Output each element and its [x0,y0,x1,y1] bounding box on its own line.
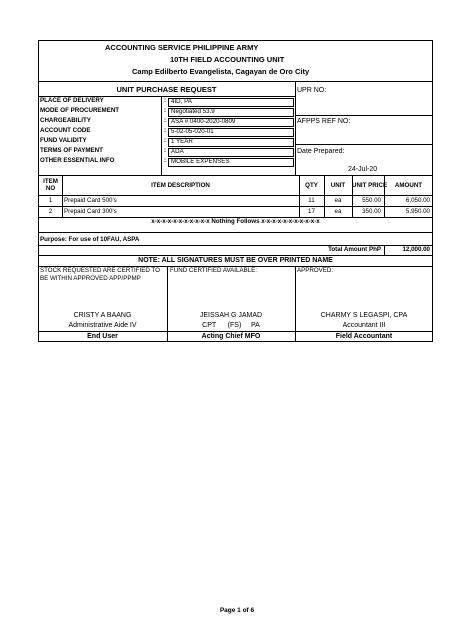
field-label-charge: CHARGEABILITY [40,117,91,124]
colon: : [164,97,167,104]
table-row-no: 1 [48,197,53,204]
form-title: UNIT PURCHASE REQUEST [116,85,217,94]
table-row-qty: 17 [308,208,315,215]
col-item-no: ITEM NO [43,178,58,192]
afpps-label: AFPPS REF NO: [297,118,351,125]
field-label-fund: FUND VALIDITY [40,137,87,144]
field-value-account: 5-02-05-020-01 [171,128,214,135]
col-amount: AMOUNT [394,182,423,189]
role-end-user: End User [87,333,118,340]
signatory-name: CHARMY S LEGASPI, CPA [320,312,408,319]
field-value-terms: ADA [171,148,184,155]
field-value-place: 4ID, PA [171,98,192,105]
purpose-text: Purpose: For use of 10FAU, ASPA [40,236,140,243]
signatory-position: Accountant III [342,322,386,329]
table-row-price: 350.00 [362,208,381,215]
field-label-account: ACCOUNT CODE [40,127,91,134]
signatory-position: Administrative Aide IV [68,322,137,329]
field-value-fund: 1 YEAR [171,138,193,145]
date-value: 24-Jul-20 [348,166,378,173]
table-row-unit: ea [334,197,342,204]
signature-note: NOTE: ALL SIGNATURES MUST BE OVER PRINTED NAME [138,257,333,264]
page-number: Page 1 of 6 [219,607,255,614]
upr-no-label: UPR NO: [297,87,327,94]
colon: : [164,147,167,154]
field-label-terms: TERMS OF PAYMENT [40,147,103,154]
table-row-desc: Prepaid Card 500's [64,197,117,204]
signatory-position: CPT (FS) PA [202,322,260,329]
field-label-place: PLACE OF DELIVERY [40,97,104,104]
total-label: Total Amount PhP [328,246,381,253]
colon: : [164,137,167,144]
col-description: ITEM DESCRIPTION [151,182,210,189]
table-row-no: 2 [48,208,53,215]
camp-name: Camp Edilberto Evangelista, Cagayan de Oro City [132,67,310,76]
role-field-accountant: Field Accountant [335,333,393,340]
col-unit-price: UNIT PRICE [352,182,388,189]
colon: : [164,117,167,124]
org-name: ACCOUNTING SERVICE PHILIPPINE ARMY [105,43,259,52]
field-label-mode: MODE OF PROCUREMENT [40,107,120,114]
colon: : [164,127,167,134]
field-value-mode: Negotiated 53.9 [171,108,215,115]
table-row-price: 550.00 [362,197,381,204]
col-unit: UNIT [330,182,346,189]
nothing-follows: x-x-x-x-x-x-x-x-x-x-x Nothing Follows x-x-x-x-x-x-x-x-x-x-x [151,218,320,225]
role-chief-mfo: Acting Chief MFO [201,333,261,340]
sig-caption-end-user: STOCK REQUESTED ARE CERTIFIED TO BE WITHIN APPROVED APP/PPMP [40,267,160,282]
field-label-other: OTHER ESSENTIAL INFO [40,157,115,164]
col-qty: QTY [305,182,318,189]
field-value-charge: ASA # 0400-2020-0809 [171,118,236,125]
sig-caption-approved: APPROVED: [297,267,334,274]
total-value: 12,000.00 [402,246,430,253]
colon: : [164,157,167,164]
field-value-other: MOBILE EXPENSES [171,158,230,165]
signatory-name: JEISSAH G JAMAD [199,312,263,319]
table-row-unit: ea [334,208,342,215]
sig-caption-fund: FUND CERTIFIED AVAILABLE: [170,267,257,274]
date-label: Date Prepared: [297,148,345,155]
colon: : [164,107,167,114]
unit-name: 10TH FIELD ACCOUNTING UNIT [170,55,285,64]
table-row-amount: 6,050.00 [405,197,430,204]
table-row-amount: 5,950.00 [405,208,430,215]
table-row-qty: 11 [308,197,315,204]
signatory-name: CRISTY A BAANG [73,312,132,319]
table-row-desc: Prepaid Card 300's [64,208,117,215]
